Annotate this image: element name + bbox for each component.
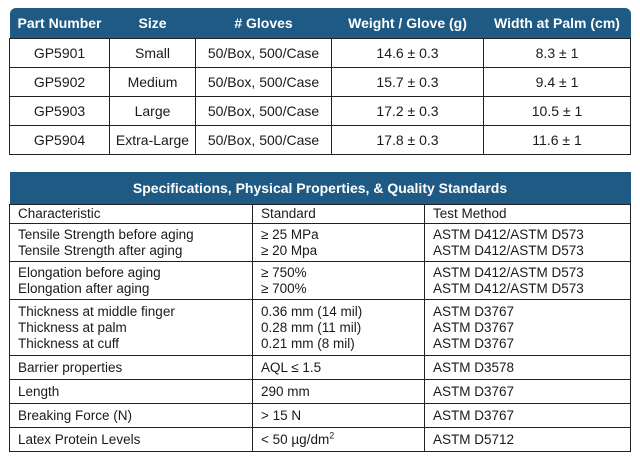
characteristic-line: Thickness at middle finger — [18, 303, 175, 319]
header-test-method: Test Method — [425, 205, 631, 224]
characteristic-cell: Breaking Force (N) — [10, 404, 253, 428]
standard-cell — [253, 224, 425, 262]
standard-line: ≥ 25 MPa — [261, 226, 319, 242]
header-size: Size — [110, 8, 196, 39]
header-characteristic: Characteristic — [10, 205, 253, 224]
standard-cell — [253, 262, 425, 300]
characteristic-line: Tensile Strength before aging — [18, 226, 194, 242]
header-gloves: # Gloves — [196, 8, 332, 39]
weight-cell: 15.7 ± 0.3 — [332, 68, 484, 97]
standard-value: < 50 µg/dm — [261, 431, 330, 447]
characteristic-line: Elongation before aging — [18, 264, 161, 280]
weight-cell: 17.2 ± 0.3 — [332, 97, 484, 126]
method-line: ASTM D3767 — [433, 335, 515, 351]
size-cell: Medium — [110, 68, 196, 97]
header-width: Width at Palm (cm) — [484, 8, 631, 39]
table-row — [10, 262, 631, 300]
method-cell: ASTM D5712 — [425, 428, 631, 452]
sizes-header-row — [10, 8, 631, 39]
characteristic-line: Elongation after aging — [18, 280, 150, 296]
gloves-cell: 50/Box, 500/Case — [196, 97, 332, 126]
characteristic-line: Thickness at cuff — [18, 335, 120, 351]
characteristic-cell: Length — [10, 380, 253, 404]
size-cell: Small — [110, 39, 196, 68]
width-cell: 8.3 ± 1 — [484, 39, 631, 68]
part-number-cell: GP5904 — [10, 126, 110, 155]
table-row — [10, 126, 631, 155]
method-cell — [425, 262, 631, 300]
standard-line: 0.36 mm (14 mil) — [261, 303, 363, 319]
size-cell: Extra-Large — [110, 126, 196, 155]
standard-cell — [253, 428, 425, 452]
characteristic-cell — [10, 262, 253, 300]
width-cell: 11.6 ± 1 — [484, 126, 631, 155]
method-line: ASTM D412/ASTM D573 — [433, 280, 584, 296]
specs-title-row — [10, 172, 631, 205]
standard-line: ≥ 700% — [261, 280, 307, 296]
size-cell: Large — [110, 97, 196, 126]
header-weight: Weight / Glove (g) — [332, 8, 484, 39]
part-number-cell: GP5903 — [10, 97, 110, 126]
table-row — [10, 224, 631, 262]
gloves-cell: 50/Box, 500/Case — [196, 126, 332, 155]
method-cell — [425, 224, 631, 262]
method-cell — [425, 300, 631, 356]
table-row — [10, 300, 631, 356]
standard-cell: AQL ≤ 1.5 — [253, 356, 425, 380]
header-standard: Standard — [253, 205, 425, 224]
method-line: ASTM D412/ASTM D573 — [433, 226, 584, 242]
superscript-exponent: 2 — [329, 430, 335, 440]
method-line: ASTM D412/ASTM D573 — [433, 242, 584, 258]
method-line: ASTM D412/ASTM D573 — [433, 264, 584, 280]
table-row — [10, 356, 631, 380]
standard-line: 0.28 mm (11 mil) — [261, 319, 362, 335]
table-row — [10, 380, 631, 404]
table-row — [10, 39, 631, 68]
specs-header-row — [10, 205, 631, 224]
specs-title: Specifications, Physical Properties, & Quality Standards — [10, 172, 631, 205]
width-cell: 10.5 ± 1 — [484, 97, 631, 126]
characteristic-line: Thickness at palm — [18, 319, 127, 335]
gloves-cell: 50/Box, 500/Case — [196, 68, 332, 97]
method-cell: ASTM D3578 — [425, 356, 631, 380]
part-number-cell: GP5902 — [10, 68, 110, 97]
part-number-cell: GP5901 — [10, 39, 110, 68]
standard-cell — [253, 300, 425, 356]
method-cell: ASTM D3767 — [425, 380, 631, 404]
table-row — [10, 428, 631, 452]
gloves-cell: 50/Box, 500/Case — [196, 39, 332, 68]
standard-line: ≥ 750% — [261, 264, 307, 280]
weight-cell: 17.8 ± 0.3 — [332, 126, 484, 155]
method-cell: ASTM D3767 — [425, 404, 631, 428]
standard-line: ≥ 20 Mpa — [261, 242, 318, 258]
characteristic-line: Tensile Strength after aging — [18, 242, 183, 258]
standard-cell: 290 mm — [253, 380, 425, 404]
table-row — [10, 404, 631, 428]
sizes-table — [9, 8, 631, 155]
header-part-number: Part Number — [10, 8, 110, 39]
standard-cell: > 15 N — [253, 404, 425, 428]
specs-table — [9, 172, 631, 452]
method-line: ASTM D3767 — [433, 303, 515, 319]
characteristic-cell: Barrier properties — [10, 356, 253, 380]
table-row — [10, 68, 631, 97]
characteristic-cell: Latex Protein Levels — [10, 428, 253, 452]
method-line: ASTM D3767 — [433, 319, 515, 335]
width-cell: 9.4 ± 1 — [484, 68, 631, 97]
weight-cell: 14.6 ± 0.3 — [332, 39, 484, 68]
characteristic-cell — [10, 224, 253, 262]
standard-line: 0.21 mm (8 mil) — [261, 335, 355, 351]
table-row — [10, 97, 631, 126]
characteristic-cell — [10, 300, 253, 356]
